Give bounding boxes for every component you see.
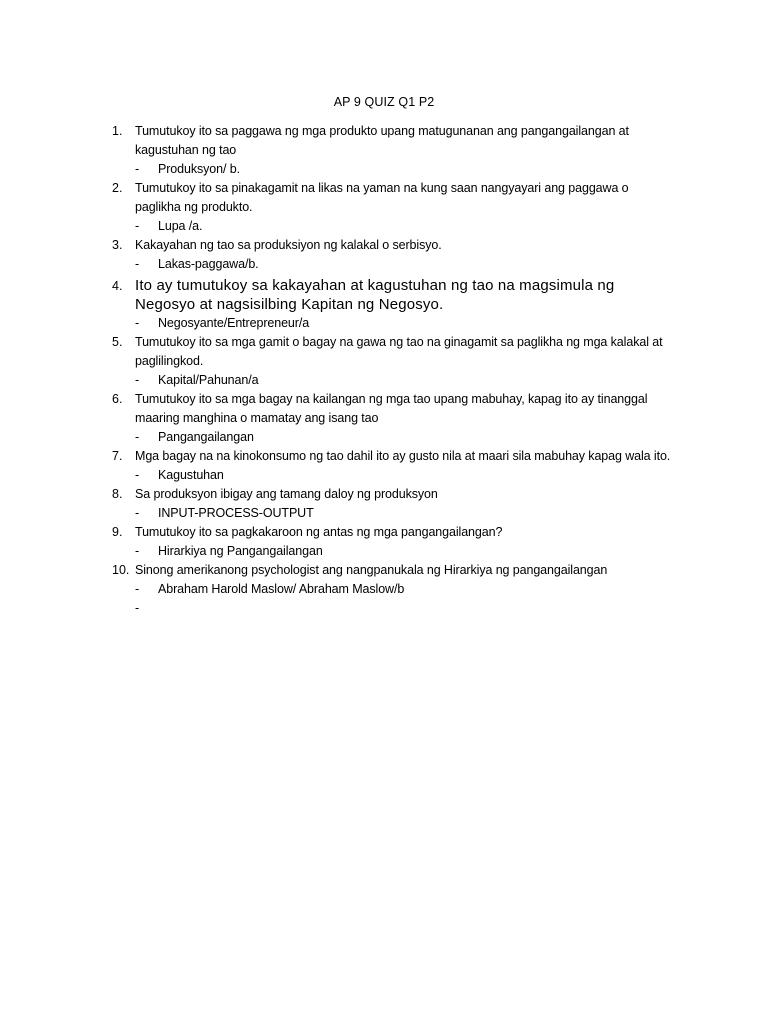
quiz-question-list <box>112 122 672 615</box>
question-number: 7. <box>112 449 123 463</box>
question-number: 9. <box>112 525 123 539</box>
answer-line <box>135 255 672 274</box>
answer-dash: - <box>135 544 140 558</box>
question-item-7 <box>112 447 672 485</box>
answer-text: Kapital/Pahunan/a <box>158 373 259 387</box>
answer-dash: - <box>135 582 140 596</box>
answer-line <box>135 580 672 599</box>
answer-dash: - <box>135 506 140 520</box>
answer-line <box>135 217 672 236</box>
question-item-8 <box>112 485 672 523</box>
answer-dash: - <box>135 430 140 444</box>
answer-line <box>135 314 672 333</box>
answer-dash: - <box>135 373 140 387</box>
question-item-1 <box>112 122 672 179</box>
answer-text: Pangangailangan <box>158 430 254 444</box>
answer-dash: - <box>135 162 140 176</box>
question-item-4 <box>112 276 672 333</box>
question-text: Sinong amerikanong psychologist ang nangpanukala ng Hirarkiya ng pangangailangan <box>135 563 608 577</box>
question-text: Tumutukoy ito sa pinakagamit na likas na yaman na kung saan nangyayari ang paggawa o paglikha ng produkto. <box>135 181 629 214</box>
answer-text: Lupa /a. <box>158 219 203 233</box>
question-text: Tumutukoy ito sa mga bagay na kailangan ng mga tao upang mabuhay, kapag ito ay tinanggal maaring manghina o mamatay ang isang tao <box>135 392 648 425</box>
answer-line <box>135 504 672 523</box>
question-number: 6. <box>112 392 123 406</box>
question-text: Sa produksyon ibigay ang tamang daloy ng produksyon <box>135 487 438 501</box>
question-text: Tumutukoy ito sa mga gamit o bagay na gawa ng tao na ginagamit sa paglikha ng mga kalakal at paglilingkod. <box>135 335 663 368</box>
answer-dash: - <box>135 257 140 271</box>
question-text: Kakayahan ng tao sa produksiyon ng kalakal o serbisyo. <box>135 238 442 252</box>
question-text: Tumutukoy ito sa pagkakaroon ng antas ng mga pangangailangan? <box>135 525 503 539</box>
answer-line <box>135 160 672 179</box>
question-number: 3. <box>112 238 123 252</box>
quiz-title: AP 9 QUIZ Q1 P2 <box>333 95 435 109</box>
answer-dash: - <box>135 316 140 330</box>
question-item-2 <box>112 179 672 236</box>
answer-text: Produksyon/ b. <box>158 162 240 176</box>
answer-line <box>135 371 672 390</box>
answer-text: Abraham Harold Maslow/ Abraham Maslow/b <box>158 582 405 596</box>
answer-dash: - <box>135 468 140 482</box>
question-number: 8. <box>112 487 123 501</box>
answer-text: Lakas-paggawa/b. <box>158 257 259 271</box>
question-item-6 <box>112 390 672 447</box>
question-text: Mga bagay na na kinokonsumo ng tao dahil ito ay gusto nila at maari sila mabuhay kapag wala ito. <box>135 449 671 463</box>
question-item-9 <box>112 523 672 561</box>
question-number: 10. <box>112 563 130 577</box>
question-text: Ito ay tumutukoy sa kakayahan at kagustuhan ng tao na magsimula ng Negosyo at nagsisilbing Kapitan ng Negosyo. <box>135 277 615 313</box>
question-number: 1. <box>112 124 123 138</box>
answer-text: Negosyante/Entrepreneur/a <box>158 316 310 330</box>
question-item-3 <box>112 236 672 274</box>
answer-line <box>135 466 672 485</box>
question-text: Tumutukoy ito sa paggawa ng mga produkto upang matugunanan ang pangangailangan at kagustuhan ng tao <box>135 124 629 157</box>
answer-line <box>135 542 672 561</box>
question-number: 5. <box>112 335 123 349</box>
answer-text: INPUT-PROCESS-OUTPUT <box>158 506 314 520</box>
answer-text: Kagustuhan <box>158 468 224 482</box>
answer-line <box>135 428 672 447</box>
question-item-5 <box>112 333 672 390</box>
question-number: 4. <box>112 279 123 293</box>
question-number: 2. <box>112 181 123 195</box>
question-item-10 <box>112 561 672 615</box>
answer-text: Hirarkiya ng Pangangailangan <box>158 544 323 558</box>
trailing-dash: - <box>135 601 140 615</box>
answer-dash: - <box>135 219 140 233</box>
